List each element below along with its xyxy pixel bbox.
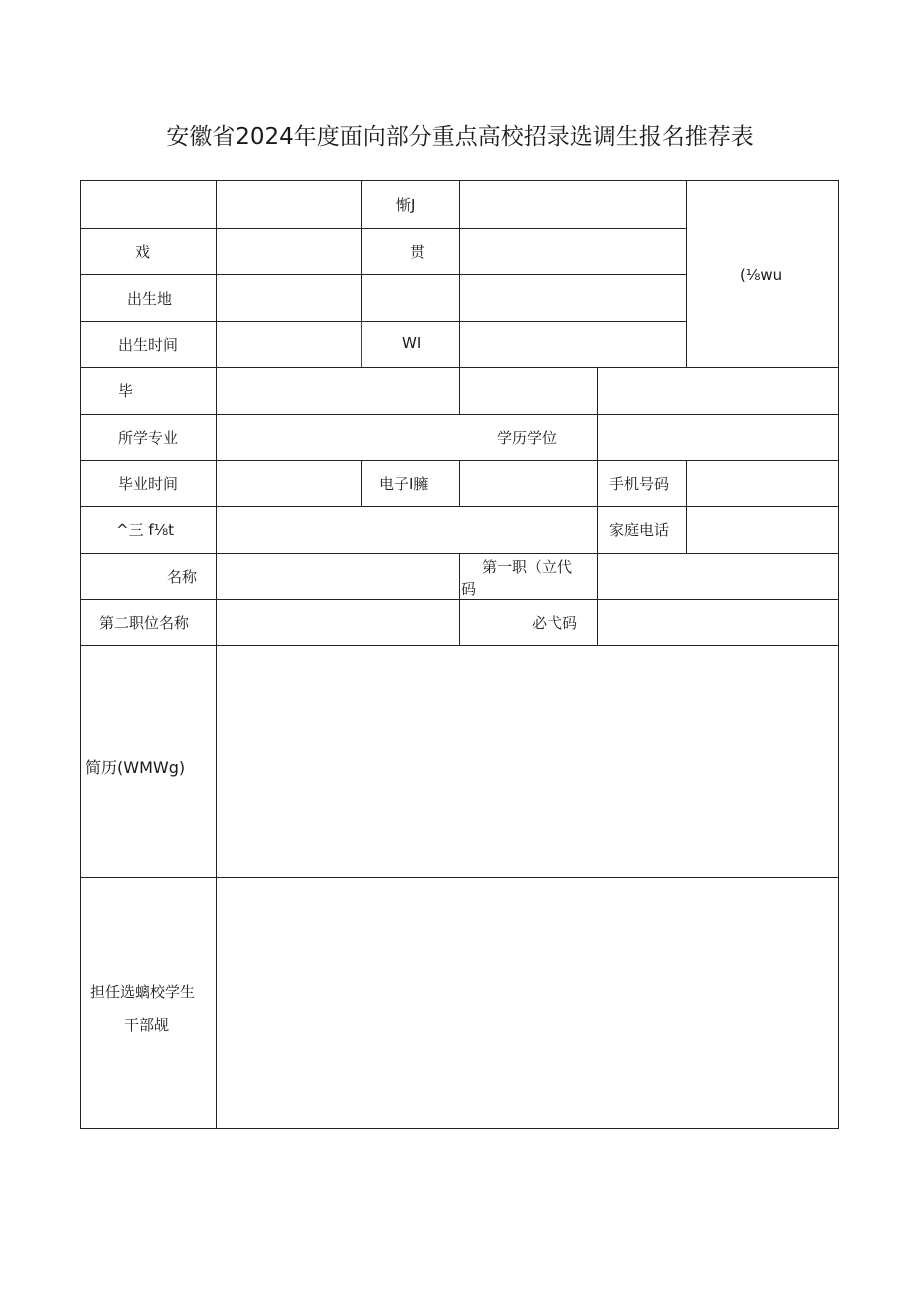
table-line — [80, 645, 839, 646]
position2-code-label: 必弋码 — [532, 614, 578, 632]
photo-label: (⅛wu — [740, 266, 783, 284]
position2-name-label: 第二职位名称 — [99, 614, 190, 632]
cadre-experience-label: 担任选螭校学生 — [90, 983, 196, 1001]
table-line — [597, 367, 598, 460]
position1-name-label: 名称 — [167, 568, 198, 586]
table-line — [459, 460, 460, 506]
table-line — [80, 321, 687, 322]
major-label: 所学专业 — [118, 429, 179, 447]
table-line — [361, 180, 362, 321]
table-line — [838, 180, 839, 1129]
grad-time-label: 毕业时间 — [118, 475, 179, 493]
position1-code-label: 第一职（立代 — [482, 558, 573, 576]
native-place-label: 贯 — [410, 243, 426, 261]
table-line — [459, 367, 460, 414]
birth-date-label: 出生时间 — [118, 336, 179, 354]
degree-label: 学历学位 — [497, 429, 558, 447]
school-label: 毕 — [118, 382, 134, 400]
table-line — [459, 553, 460, 645]
table-line — [80, 180, 81, 1129]
table-line — [597, 460, 598, 645]
table-line — [216, 180, 217, 1129]
table-line — [80, 506, 839, 507]
phone-label: 手机号码 — [609, 475, 670, 493]
political-status-label: WI — [402, 334, 422, 352]
table-line — [80, 877, 839, 878]
position1-code-label-cont: 码 — [461, 580, 477, 598]
table-line — [80, 274, 687, 275]
table-line — [80, 228, 687, 229]
email-label: 电子I臃 — [379, 475, 429, 493]
gender-label: 惭J — [396, 196, 416, 214]
cadre-experience-label-cont: 干部觇 — [124, 1016, 170, 1034]
page-title: 安徽省2024年度面向部分重点高校招录选调生报名推荐表 — [166, 124, 754, 150]
table-line — [80, 414, 839, 415]
birthplace-label: 出生地 — [127, 290, 173, 308]
address-label: ^三 f⅛t — [116, 521, 175, 539]
table-line — [361, 460, 362, 506]
resume-label: 简历(WMWg) — [85, 758, 186, 777]
table-line — [80, 1128, 839, 1129]
table-line — [459, 180, 460, 367]
ethnicity-label: 戏 — [135, 243, 151, 261]
table-line — [686, 180, 687, 367]
table-line — [686, 460, 687, 553]
home-phone-label: 家庭电话 — [609, 521, 670, 539]
table-line — [361, 321, 362, 367]
